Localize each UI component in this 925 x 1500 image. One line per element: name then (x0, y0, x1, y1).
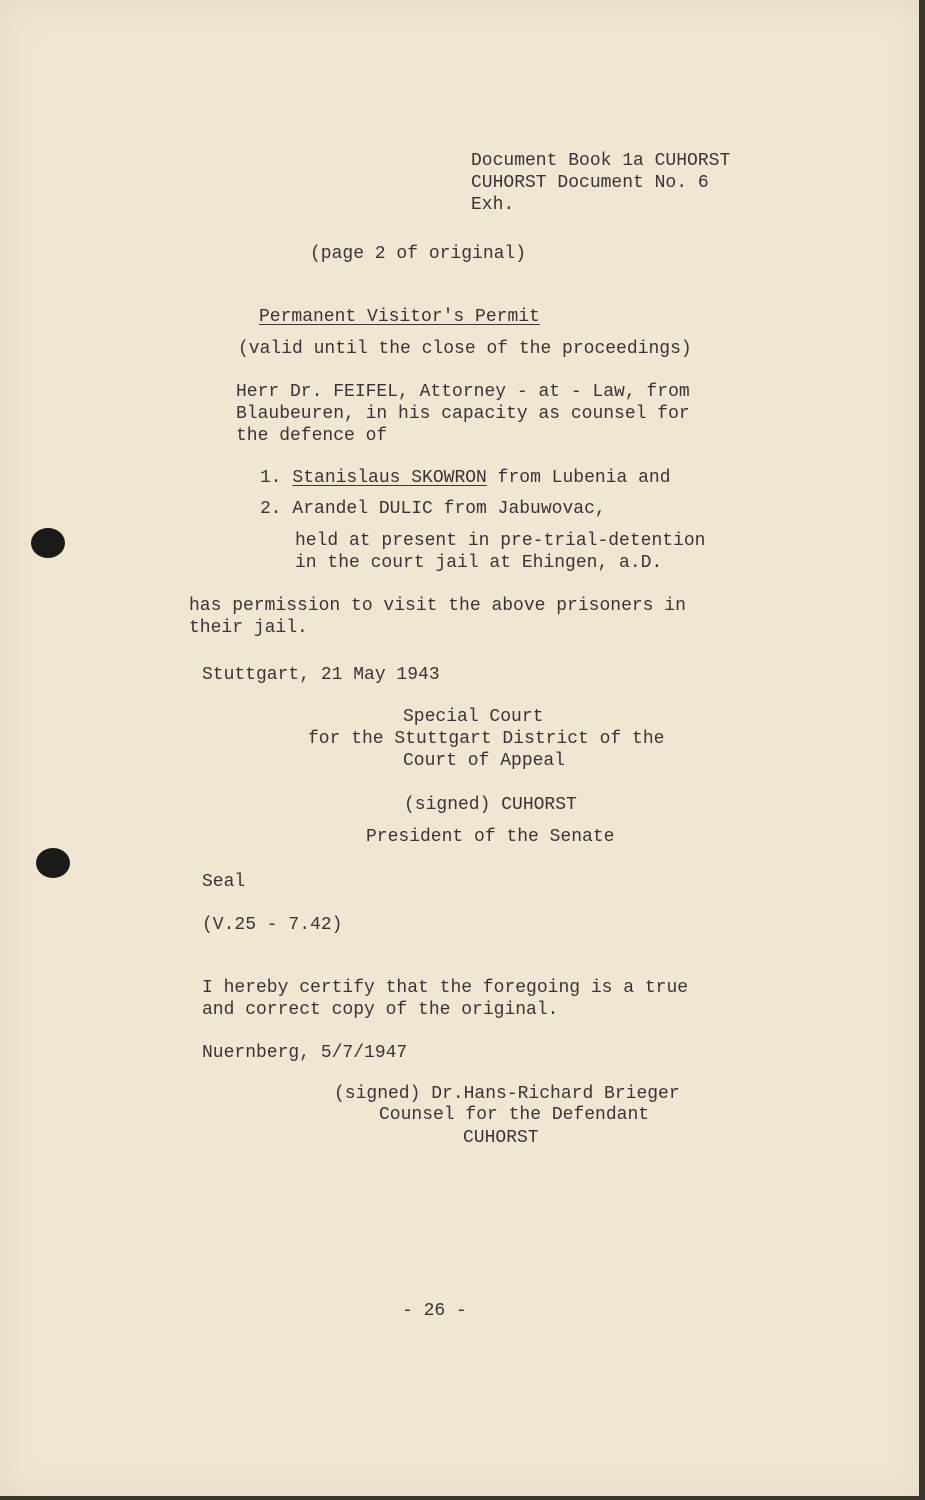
defendant-1-name: Stanislaus SKOWRON (292, 468, 487, 488)
scan-edge-bottom (0, 1496, 925, 1500)
validity-note: (valid until the close of the proceedings) (238, 339, 692, 359)
page-reference: (page 2 of original) (310, 244, 527, 264)
page-number: - 26 - (402, 1301, 467, 1321)
defendant-2-text: Arandel DULIC from Jabuwovac, (292, 499, 606, 519)
detention-line-1: held at present in pre-trial-detention (295, 531, 706, 551)
certification-place-date: Nuernberg, 5/7/1947 (202, 1043, 408, 1063)
court-line-2: for the Stuttgart District of the (308, 729, 665, 749)
defendant-2 (260, 498, 606, 520)
intro-line-1: Herr Dr. FEIFEL, Attorney - at - Law, from (236, 382, 690, 402)
punch-hole-upper (31, 528, 65, 558)
court-line-3: Court of Appeal (403, 751, 566, 771)
place-date: Stuttgart, 21 May 1943 (202, 665, 440, 685)
signed-cuhorst: (signed) CUHORST (404, 795, 577, 815)
detention-line-2: in the court jail at Ehingen, a.D. (295, 553, 663, 573)
defendant-1 (260, 467, 671, 489)
punch-hole-lower (36, 848, 70, 878)
defendant-1-number: 1. (260, 468, 282, 488)
form-reference: (V.25 - 7.42) (202, 915, 343, 935)
defendant-2-number: 2. (260, 499, 282, 519)
document-title: Permanent Visitor's Permit (259, 307, 540, 327)
header-line-2: CUHORST Document No. 6 (471, 173, 709, 193)
certifier-line-1: (signed) Dr.Hans-Richard Brieger (334, 1084, 680, 1104)
seal-label: Seal (202, 872, 246, 892)
scan-edge-right (919, 0, 925, 1500)
signer-role: President of the Senate (366, 827, 615, 847)
certifier-line-2: Counsel for the Defendant (379, 1105, 650, 1125)
certification-line-2: and correct copy of the original. (202, 1000, 559, 1020)
permission-line-2: their jail. (189, 618, 308, 638)
permission-line-1: has permission to visit the above prisoners in (189, 596, 686, 616)
header-line-3: Exh. (471, 195, 515, 215)
defendant-1-origin: from Lubenia and (486, 468, 671, 488)
intro-line-3: the defence of (236, 426, 388, 446)
certifier-line-3: CUHORST (463, 1128, 539, 1148)
intro-line-2: Blaubeuren, in his capacity as counsel for (236, 404, 690, 424)
court-line-1: Special Court (403, 707, 544, 727)
certification-line-1: I hereby certify that the foregoing is a true (202, 978, 689, 998)
header-line-1: Document Book 1a CUHORST (471, 151, 731, 171)
